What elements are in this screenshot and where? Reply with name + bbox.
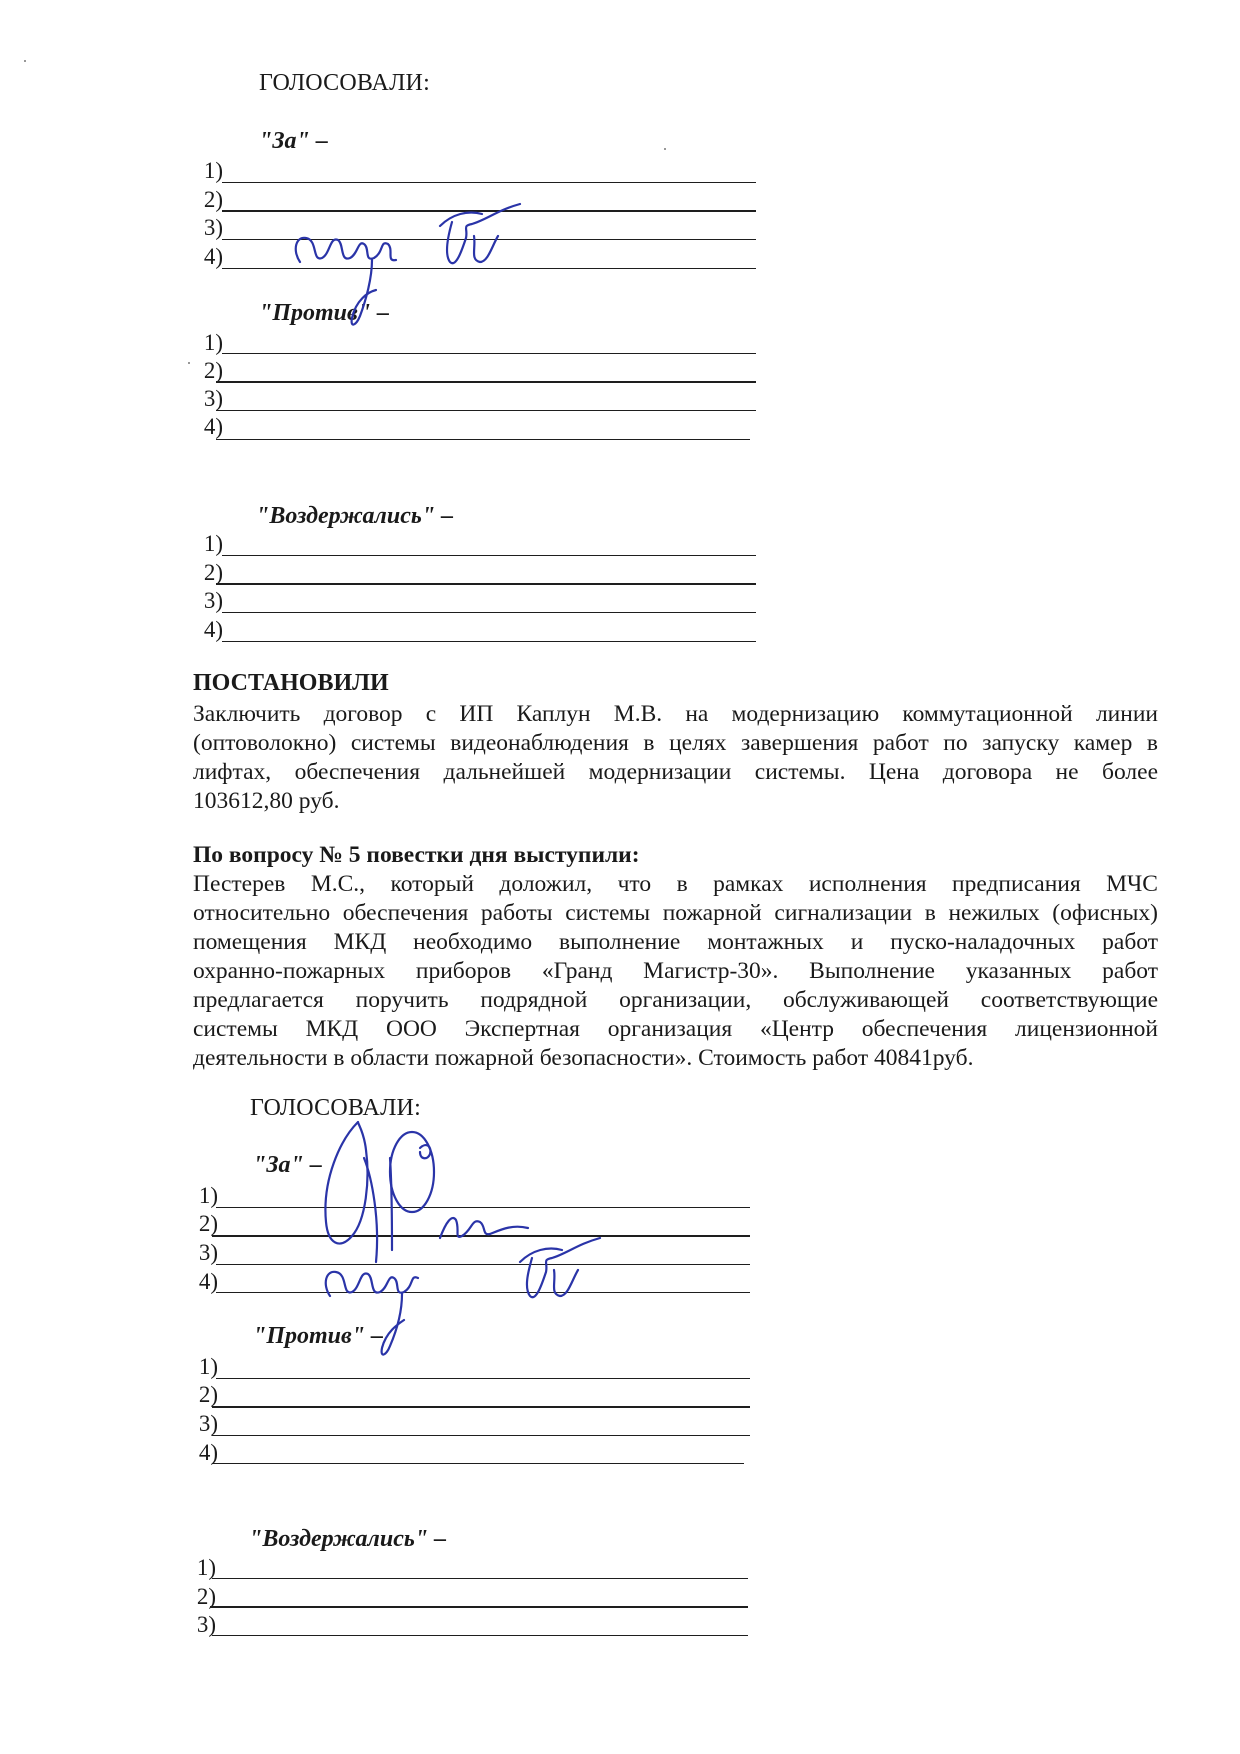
vote-against-label-1: "Против" –	[259, 300, 390, 326]
scan-speck	[188, 362, 190, 364]
signature-line	[222, 641, 756, 642]
row-number: 1)	[198, 1183, 218, 1208]
voting-heading-2: ГОЛОСОВАЛИ:	[250, 1095, 421, 1121]
question-5-line: относительно обеспечения работы системы пожарной сигнализации в нежилых (офисных)	[193, 900, 1158, 926]
resolution-line: лифтах, обеспечения дальнейшей модернизации системы. Цена договора не более	[193, 759, 1158, 785]
signature-line	[212, 1235, 750, 1237]
signature-line	[216, 1264, 750, 1265]
vote-abstain-label-1: "Воздержались" –	[256, 503, 454, 529]
signature-line	[212, 1406, 750, 1408]
signature-line	[216, 1292, 750, 1293]
vote-against-label-2: "Против" –	[253, 1323, 384, 1349]
row-number: 1)	[203, 330, 223, 355]
signature-line	[212, 1435, 750, 1436]
question-5-line: предлагается поручить подрядной организации, обслуживающей соответствующие	[193, 987, 1158, 1013]
vote-for-label-2: "За" –	[253, 1152, 322, 1178]
question-5-line: Пестерев М.С., который доложил, что в рамках исполнения предписания МЧС	[193, 871, 1158, 897]
question-5-line: охранно-пожарных приборов «Гранд Магистр-30». Выполнение указанных работ	[193, 958, 1158, 984]
resolution-line: 103612,80 руб.	[193, 788, 340, 814]
question-5-line: деятельности в области пожарной безопасности». Стоимость работ 40841руб.	[193, 1045, 974, 1071]
row-number: 4)	[203, 617, 223, 642]
vote-for-label-1: "За" –	[259, 128, 328, 154]
signature-line	[216, 381, 756, 383]
signature-line	[222, 239, 756, 240]
row-number: 2)	[198, 1211, 218, 1236]
resolution-line: (оптоволокно) системы видеонаблюдения в целях завершения работ по запуску камер в	[193, 730, 1158, 756]
row-number: 1)	[203, 531, 223, 556]
question-5-line: системы МКД ООО Экспертная организация «Центр обеспечения лицензионной	[193, 1016, 1158, 1042]
row-number: 1)	[203, 158, 223, 183]
row-number: 4)	[203, 414, 223, 439]
signature-line	[222, 612, 756, 613]
resolution-title: ПОСТАНОВИЛИ	[193, 670, 389, 696]
row-number: 1)	[198, 1354, 218, 1379]
vote-abstain-label-2: "Воздержались" –	[249, 1526, 447, 1552]
row-number: 4)	[198, 1269, 218, 1294]
signature-line	[216, 583, 756, 585]
voting-heading-1: ГОЛОСОВАЛИ:	[259, 70, 430, 96]
row-number: 2)	[203, 358, 223, 383]
question-5-line: помещения МКД необходимо выполнение монтажных и пуско-наладочных работ	[193, 929, 1158, 955]
signature-line	[210, 1606, 748, 1608]
signature-line	[212, 1463, 744, 1464]
signature-line	[222, 210, 756, 212]
row-number: 3)	[203, 588, 223, 613]
signature-line	[216, 1378, 750, 1379]
row-number: 3)	[203, 386, 223, 411]
row-number: 2)	[203, 187, 223, 212]
row-number: 4)	[203, 244, 223, 269]
row-number: 2)	[196, 1584, 216, 1609]
row-number: 4)	[198, 1440, 218, 1465]
resolution-text	[193, 700, 1158, 816]
signature-line	[216, 1207, 750, 1208]
signature-line	[212, 1635, 748, 1636]
row-number: 3)	[203, 215, 223, 240]
signature-line	[222, 268, 756, 269]
question-5-text	[193, 870, 1158, 1073]
signature-line	[216, 439, 750, 440]
signature-line	[222, 555, 756, 556]
row-number: 1)	[196, 1555, 216, 1580]
signature-line	[216, 410, 756, 411]
row-number: 3)	[196, 1612, 216, 1637]
scan-speck	[24, 60, 26, 62]
question-5-title: По вопросу № 5 повестки дня выступили:	[193, 842, 640, 868]
row-number: 2)	[198, 1382, 218, 1407]
resolution-line: Заключить договор с ИП Каплун М.В. на модернизацию коммутационной линии	[193, 701, 1158, 727]
row-number: 2)	[203, 560, 223, 585]
scan-speck	[664, 148, 666, 150]
row-number: 3)	[198, 1411, 218, 1436]
signature-line	[222, 353, 756, 354]
signature-line	[222, 182, 756, 183]
signature-line	[212, 1578, 748, 1579]
row-number: 3)	[198, 1240, 218, 1265]
